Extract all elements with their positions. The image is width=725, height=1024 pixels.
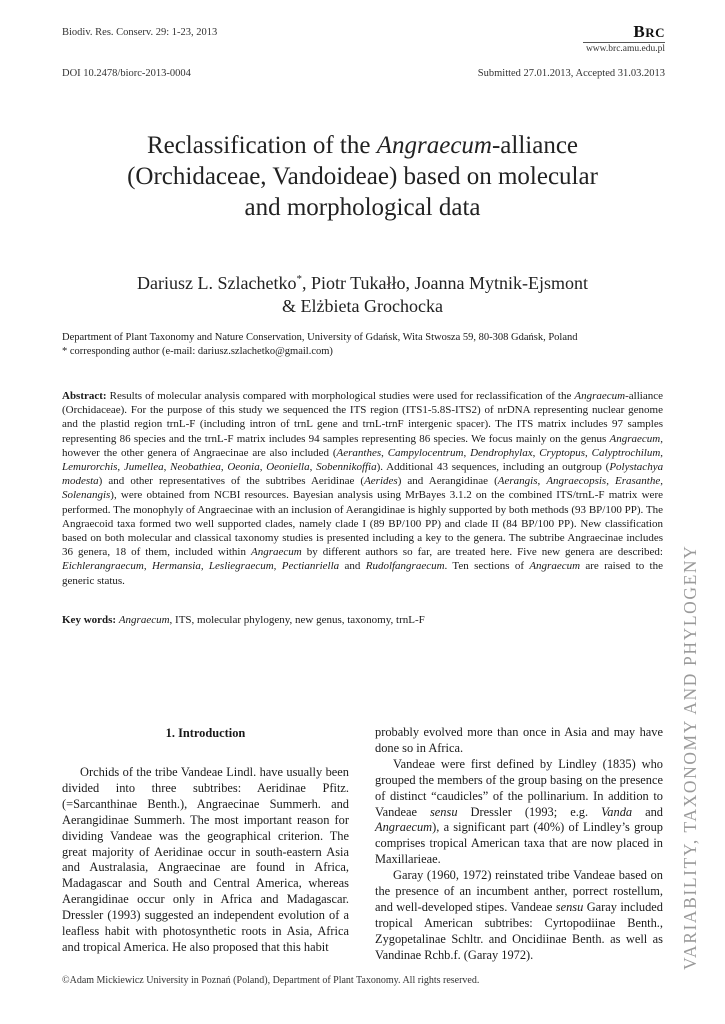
abstract-label: Abstract:	[62, 390, 107, 402]
section-heading-introduction: 1. Introduction	[165, 726, 246, 740]
intro-paragraph-3: Garay (1960, 1972) reinstated tribe Vandeae based on the presence of an incumbent anther, porrect rostellum, and well-developed stipes. Vandeae sensu Garay included tropical American subtribes: Cyrtopodiinae Benth., Zygopetalinae Schltr. and Oncidiinae Benth. as well as Vandinae Rchb.f. (Garay 1972).	[375, 868, 663, 962]
authors-line-1: Dariusz L. Szlachetko*, Piotr Tukałło, Joanna Mytnik-Ejsmont	[137, 273, 588, 293]
department: Department of Plant Taxonomy and Nature Conservation, University of Gdańsk, Wita Stwosza 59, 80-308 Gdańsk, Poland	[62, 332, 578, 343]
paper-title	[62, 130, 663, 223]
abstract: Abstract: Results of molecular analysis compared with morphological studies were used for reclassification of the Angraecum-alliance (Orchidaceae). For the purpose of this study we sequenced the ITS region (ITS1-5.8S-ITS2) of nrDNA representing nuclear genome and the plastid region trnL-F (including intron of trnL gene and trnL-trnF intergenic spacer). The ITS matrix includes 97 samples representing 86 species and the trnL-F matrix includes 94 samples representing 86 species. We focus mainly on the genus Angraecum, however the other genera of Angraecinae are also included (Aeranthes, Campylocentrum, Dendrophylax, Cryptopus, Calyptrochilum, Lemurorchis, Jumellea, Neobathiea, Oeonia, Oeoniella, Sobennikoffia). Additional 43 sequences, including an outgroup (Polystachya modesta) and other representatives of the subtribes Aeridinae (Aerides) and Aerangidinae (Aerangis, Angraecopsis, Erasanthe, Solenangis), were obtained from NCBI resources. Bayesian analysis using MrBayes 3.1.2 on the combined ITS/trnL-F matrix were performed. The monophyly of Angraecinae with an inclusion of Aerangidinae is highly supported by both methods (93 BP/100 PP). The Angraecoid taxa formed two well supported clades, namely clade I (89 BP/100 PP) and clade II (84 BP/100 PP). New classification based on both molecular and classical taxonomy studies is presented including a key to the genera. The subtribe Angraecinae includes 36 genera, 18 of them, included within Angraecum by different authors so far, are treated here. Five new genera are described: Eichlerangraecum, Hermansia, Lesliegraecum, Pectianriella and Rudolfangraecum. Ten sections of Angraecum are raised to the generic status.	[62, 390, 664, 587]
body-column-left	[62, 765, 349, 956]
author-list	[62, 268, 663, 318]
copyright-notice: ©Adam Mickiewicz University in Poznań (Poland), Department of Plant Taxonomy. All rights reserved.	[62, 975, 480, 986]
title-line-1: Reclassification of the Angraecum-alliance	[146, 132, 579, 159]
affiliation	[62, 331, 578, 358]
intro-paragraph-1-continued: probably evolved more than once in Asia and may have done so in Africa.	[375, 725, 663, 755]
corresponding-mark: *	[296, 273, 302, 285]
journal-logo	[633, 22, 665, 42]
logo-rest: RC	[645, 25, 665, 40]
journal-url[interactable]: www.brc.amu.edu.pl	[585, 44, 665, 54]
logo-initial: B	[633, 22, 646, 41]
keywords-label: Key words:	[62, 614, 117, 626]
corresponding-author: * corresponding author (e-mail: dariusz.szlachetko@gmail.com)	[62, 345, 333, 357]
submission-dates: Submitted 27.01.2013, Accepted 31.03.2013	[477, 68, 665, 79]
body-column-right	[375, 725, 663, 964]
doi[interactable]: DOI 10.2478/biorc-2013-0004	[62, 68, 191, 79]
journal-section-side-label: VARIABILITY, TAXONOMY AND PHYLOGENY	[680, 544, 700, 970]
authors-line-2: & Elżbieta Grochocka	[282, 296, 443, 316]
title-line-3: and morphological data	[244, 194, 481, 221]
intro-paragraph-1: Orchids of the tribe Vandeae Lindl. have usually been divided into three subtribes: Aeridinae Pfitz. (=Sarcanthinae Benth.), Angraecinae Summerh. and Aerangidinae Summerh. The most important reason for dividing Vandeae was the geographical criterion. The great majority of Aeridinae occur in south-eastern Asia and Australasia, Angraecinae are found in Africa, Madagascar and South and Central America, whereas Aerangidinae occur only in Africa and Madagascar. Dressler (1993) suggested an independent evolution of a leafless habit with photosynthetic roots in Asia, Africa and tropical America. He also proposed that this habit	[62, 765, 349, 954]
journal-reference: Biodiv. Res. Conserv. 29: 1-23, 2013	[62, 27, 218, 38]
keywords: Key words: Angraecum, ITS, molecular phylogeny, new genus, taxonomy, trnL-F	[62, 614, 425, 626]
title-line-2: (Orchidaceae, Vandoideae) based on molecular	[127, 163, 598, 190]
intro-paragraph-2: Vandeae were first defined by Lindley (1835) who grouped the members of the group basing on the presence of distinct “caudicles” of the pollinarium. In addition to Vandeae sensu Dressler (1993; e.g. Vanda and Angraecum), a significant part (40%) of Lindley’s group comprises tropical American taxa that are now placed in Maxillarieae.	[375, 756, 663, 867]
header-rule	[583, 42, 665, 43]
